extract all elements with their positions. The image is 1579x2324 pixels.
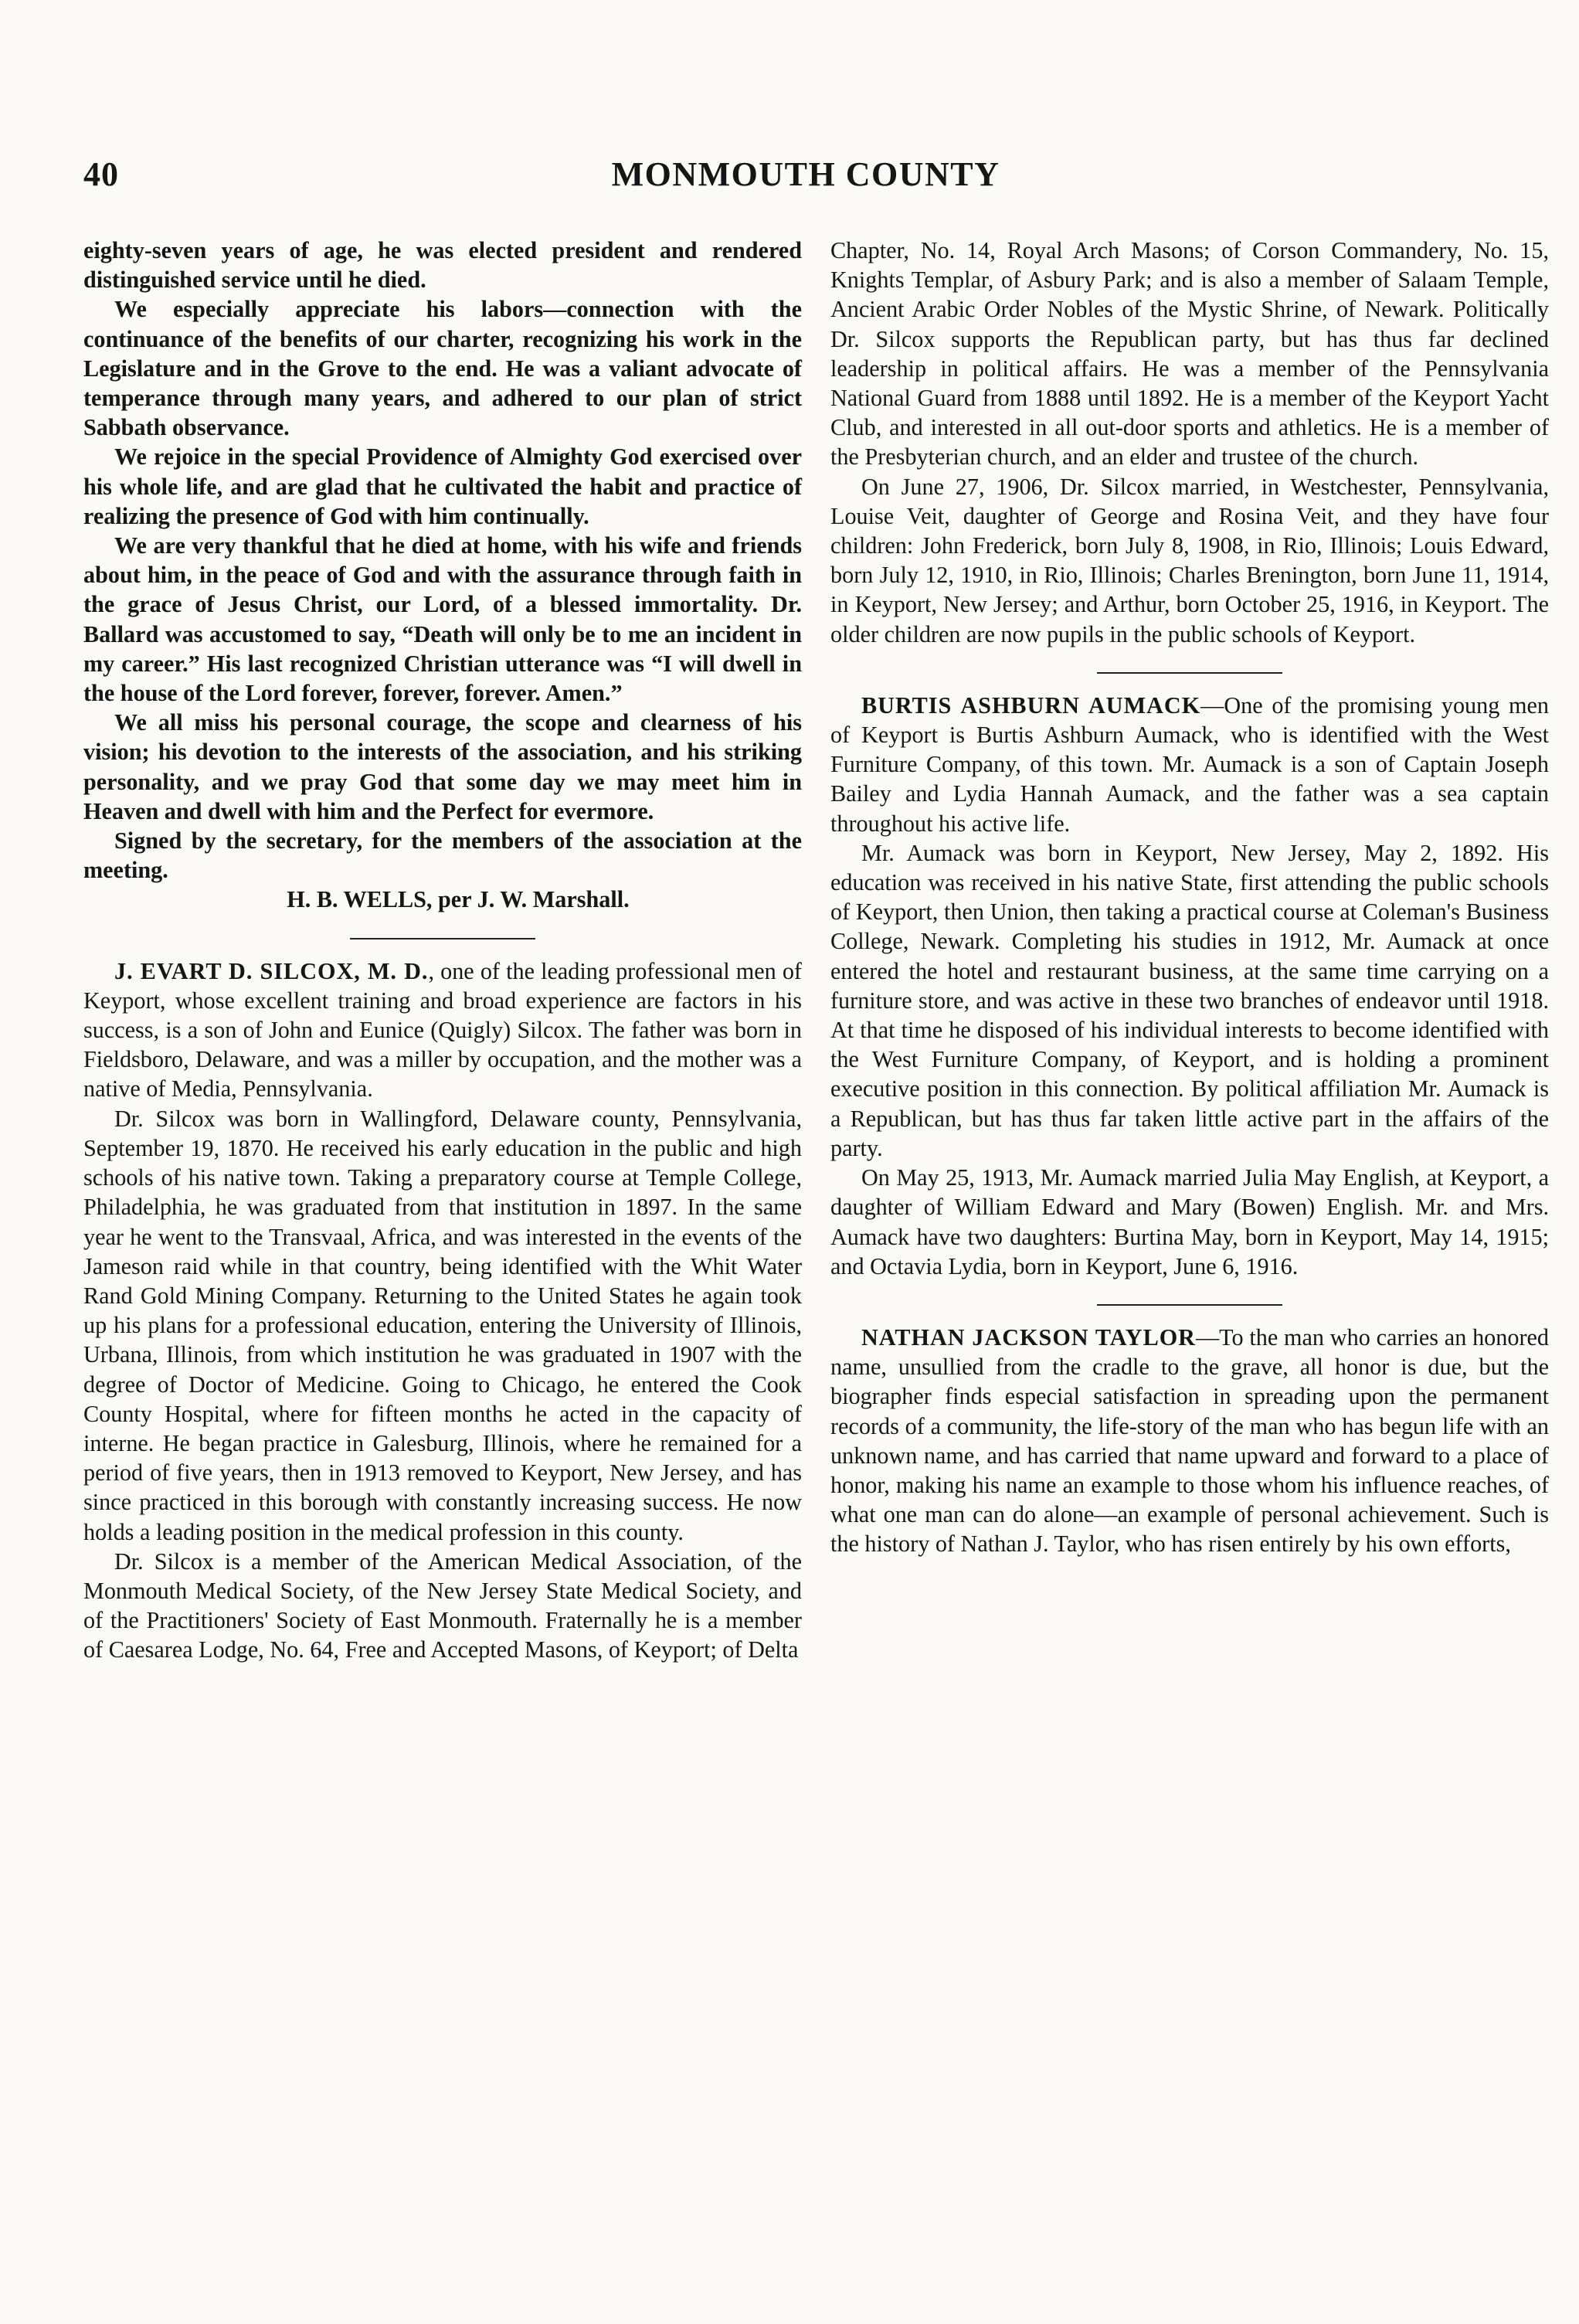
page-number: 40 [83,155,119,193]
section-divider [1097,672,1282,674]
signature-line: H. B. WELLS, per J. W. Marshall. [287,886,630,913]
left-column [83,236,802,1665]
biography-silcox-continued [830,236,1549,649]
biography-name: J. EVART D. SILCOX, M. D. [114,957,429,984]
biography-paragraph: Dr. Silcox is a member of the American Medical Association, of the Monmouth Medical Society, of the New Jersey State Medical Society, and of the Practitioners' Society of East Monmouth. Fraternally he is a member of Caesarea Lodge, No. 64, Free and Accepted Masons, of Keyport; of Delta [83,1548,802,1663]
biography-taylor [830,1323,1549,1559]
resolution-paragraph: We are very thankful that he died at home, with his wife and friends about him, in the peace of God and with the assurance through faith in the grace of Jesus Christ, our Lord, of a blessed immortality. Dr. Ballard was accustomed to say, “Death will only be to me an incident in my career.” His last recognized Christian utterance was “I will dwell in the house of the Lord forever, forever, forever. Amen.” [83,532,802,707]
biography-paragraph: J. EVART D. SILCOX, M. D., one of the leading professional men of Keyport, whose excellent training and broad experience are factors in his success, is a son of John and Eunice (Quigly) Silcox. The father was born in Fieldsboro, Delaware, and was a miller by occupation, and the mother was a native of Media, Pennsylvania. [83,957,802,1103]
biography-paragraph: Chapter, No. 14, Royal Arch Masons; of Corson Commandery, No. 15, Knights Templar, of Asbury Park; and is also a member of Salaam Temple, Ancient Arabic Order Nobles of the Mystic Shrine, of Newark. Politically Dr. Silcox supports the Republican party, but has thus far declined leadership in political affairs. He was a member of the Pennsylvania National Guard from 1888 until 1892. He is a member of the Keyport Yacht Club, and interested in all out-door sports and athletics. He is a member of the Presbyterian church, and an elder and trustee of the church. [830,237,1549,471]
biography-name: NATHAN JACKSON TAYLOR [861,1323,1196,1351]
biography-paragraph: Dr. Silcox was born in Wallingford, Delaware county, Pennsylvania, September 19, 1870. He received his early education in the public and high schools of his native town. Taking a preparatory course at Temple College, Philadelphia, he was graduated from that institution in 1897. In the same year he went to the Transvaal, Africa, and was interested in the events of the Jameson raid while in that country, being identified with the Whit Water Rand Gold Mining Company. Returning to the United States he again took up his plans for a professional education, entering the University of Illinois, Urbana, Illinois, from which institution he was graduated in 1907 with the degree of Doctor of Medicine. Going to Chicago, he entered the Cook County Hospital, where for fifteen months he acted in the capacity of interne. He began practice in Galesburg, Illinois, where he remained for a period of five years, then in 1913 removed to Keyport, New Jersey, and has since practiced in this borough with constantly increasing success. He now holds a leading position in the medical profession in this county. [83,1105,802,1545]
right-column [830,236,1549,1559]
biography-silcox [83,956,802,1665]
resolution-paragraph: Signed by the secretary, for the members of the association at the meeting. [83,827,802,884]
resolution-paragraph: We all miss his personal courage, the scope and clearness of his vision; his devotion to the interests of the association, and his striking personality, and we pray God that some day we may meet him in Heaven and dwell with him and the Perfect for evermore. [83,709,802,824]
resolution-paragraph: We especially appreciate his labors—connection with the continuance of the benefits of our charter, recognizing his work in the Legislature and in the Grove to the end. He was a valiant advocate of temperance through many years, and adhered to our plan of strict Sabbath observance. [83,296,802,441]
biography-aumack [830,691,1549,1281]
resolution-paragraph: We rejoice in the special Providence of Almighty God exercised over his whole life, and are glad that he cultivated the habit and practice of realizing the presence of God with him continually. [83,443,802,529]
biography-name: BURTIS ASHBURN AUMACK [861,691,1201,719]
running-title: MONMOUTH COUNTY [611,155,1000,193]
biography-paragraph: Mr. Aumack was born in Keyport, New Jersey, May 2, 1892. His education was received in his native State, first attending the public schools of Keyport, then Union, then taking a practical course at Coleman's Business College, Newark. Completing his studies in 1912, Mr. Aumack at once entered the hotel and restaurant business, at the same time carrying on a furniture store, and was active in these two branches of endeavor until 1918. At that time he disposed of his individual interests to become identified with the West Furniture Company, of Keyport, and is holding a prominent executive position in this connection. By political affiliation Mr. Aumack is a Republican, but has thus far taken little active part in the affairs of the party. [830,839,1549,1161]
biography-paragraph: On June 27, 1906, Dr. Silcox married, in Westchester, Pennsylvania, Louise Veit, daughter of George and Rosina Veit, and they have four children: John Frederick, born July 8, 1908, in Rio, Illinois; Louis Edward, born July 12, 1910, in Rio, Illinois; Charles Brenington, born June 11, 1914, in Keyport, New Jersey; and Arthur, born October 25, 1916, in Keyport. The older children are now pupils in the public schools of Keyport. [830,473,1549,647]
page-header [83,155,1528,201]
biography-paragraph: BURTIS ASHBURN AUMACK—One of the promising young men of Keyport is Burtis Ashburn Aumack, who is identified with the West Furniture Company, of this town. Mr. Aumack is a son of Captain Joseph Bailey and Lydia Hannah Aumack, and the father was a sea captain throughout his active life. [830,691,1549,837]
section-divider [1097,1304,1282,1306]
resolution-paragraph: eighty-seven years of age, he was elected president and rendered distinguished service until he died. [83,237,802,294]
biography-paragraph: On May 25, 1913, Mr. Aumack married Julia May English, at Keyport, a daughter of William Edward and Mary (Bowen) English. Mr. and Mrs. Aumack have two daughters: Burtina May, born in Keyport, May 14, 1915; and Octavia Lydia, born in Keyport, June 6, 1916. [830,1164,1549,1279]
resolution-block [83,236,802,915]
section-divider [350,938,535,939]
biography-paragraph: NATHAN JACKSON TAYLOR—To the man who carries an honored name, unsullied from the cradle to the grave, all honor is due, but the biographer finds especial satisfaction in spreading upon the permanent records of a community, the life-story of the man who has begun life with an unknown name, and has carried that name upward and forward to a place of honor, making his name an example to those whom his influence reaches, of what one man can do alone—an example of personal achievement. Such is the history of Nathan J. Taylor, who has risen entirely by his own efforts, [830,1323,1549,1558]
